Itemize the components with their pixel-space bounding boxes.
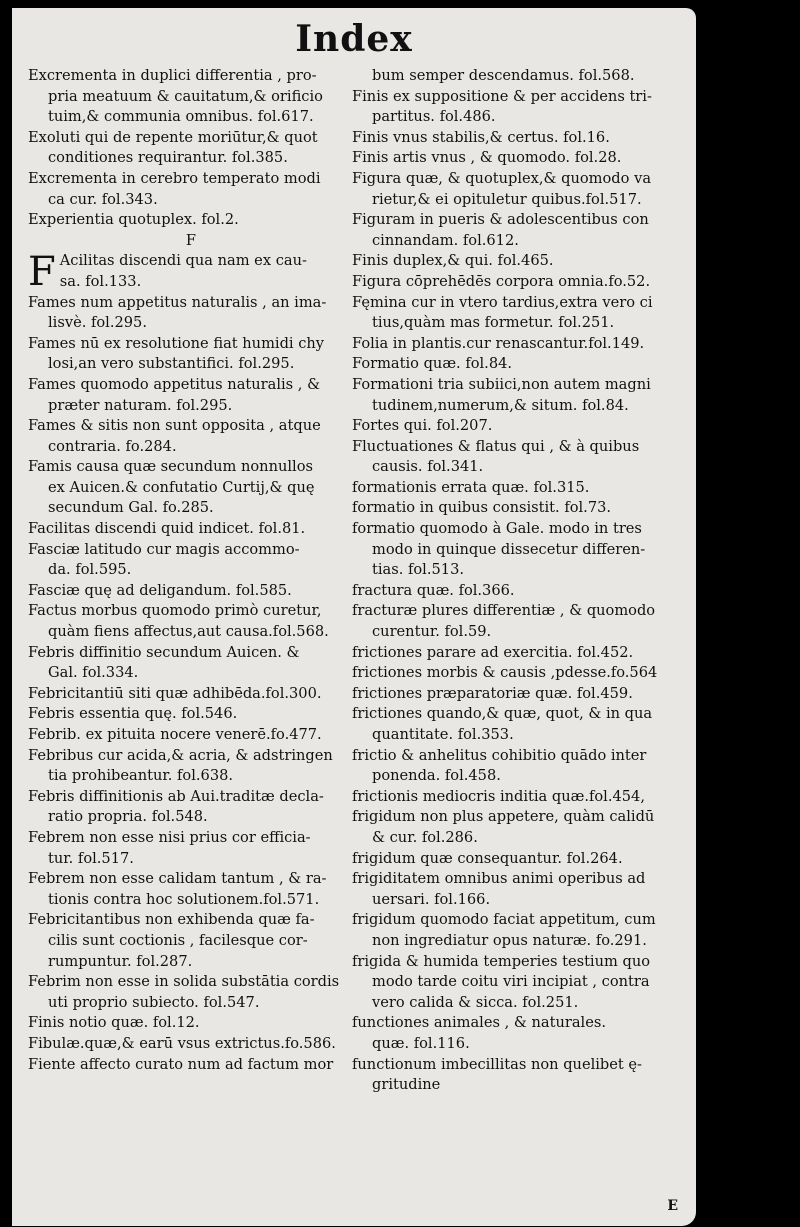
index-entry-line: quantitate. fol.353. (372, 726, 514, 743)
index-entry-line: uti proprio subiecto. fol.547. (48, 993, 260, 1011)
index-entry-line: uersari. fol.166. (372, 890, 491, 908)
index-entry-line: Febris essentia quę. fol.546. (28, 705, 238, 723)
index-entry-line: Experientia quotuplex. fol.2. (28, 211, 239, 229)
index-entry-line: Fluctuationes & flatus qui , & à quibus (352, 437, 640, 455)
index-entry-line: ex Auicen.& confutatio Curtij,& quę (48, 478, 315, 496)
index-entry-line: frictiones parare ad exercitia. fol.452. (352, 643, 634, 661)
index-entry-line: Fortes qui. fol.207. (352, 417, 493, 435)
index-entry-line: Fęmina cur in vtero tardius,extra vero ci (352, 293, 653, 311)
index-entry-line: gritudine (372, 1076, 441, 1094)
index-entry-line: Fasciæ quę ad deligandum. fol.585. (28, 581, 292, 599)
index-entry-line: Formationi tria subiici,non autem magni (352, 375, 651, 393)
index-entry-line: vero calida & sicca. fol.251. (372, 993, 579, 1011)
index-entry-line: frictiones morbis & causis ,pdesse.fo.564 (352, 664, 658, 682)
page-title: Index (295, 18, 413, 60)
index-entry-line: Figuram in pueris & adolescentibus con (352, 211, 649, 229)
index-entry-line: Finis notio quæ. fol.12. (28, 1014, 200, 1032)
index-entry-line: formatio quomodo à Gale. modo in tres (352, 520, 642, 538)
index-entry-line: Fames & sitis non sunt opposita , atque (28, 417, 321, 435)
index-entry-line: frictio & anhelitus cohibitio quādo inter (352, 746, 647, 764)
index-entry-line: causis. fol.341. (372, 458, 484, 476)
index-entry-line: cinnandam. fol.612. (372, 231, 519, 249)
right-column (352, 66, 688, 1096)
index-entry-line: frigidum non plus appetere, quàm calidū (352, 808, 655, 826)
index-entry-text: Acilitas discendi qua nam ex cau- (59, 252, 307, 270)
index-entry-line: tias. fol.513. (372, 561, 464, 579)
index-entry-line: rietur,& ei opituletur quibus.fol.517. (372, 190, 642, 208)
index-entry-line: fracturæ plures differentiæ , & quomodo (352, 602, 656, 620)
index-entry-line: Febribus cur acida,& acria, & adstringen (28, 746, 333, 764)
index-entry-line: frigidum quæ consequantur. fol.264. (352, 849, 623, 867)
index-entry-line: frictiones præparatoriæ quæ. fol.459. (352, 684, 633, 702)
index-entry-line: non ingrediatur opus naturæ. fo.291. (372, 931, 647, 949)
index-entry-line: modo in quinque dissecetur differen- (372, 540, 646, 558)
index-entry-line: ratio propria. fol.548. (48, 808, 208, 826)
index-entry-line: formationis errata quæ. fol.315. (352, 478, 590, 496)
index-entry-line: tia prohibeantur. fol.638. (48, 767, 234, 785)
index-entry-line: functiones animales , & naturales. (352, 1014, 606, 1032)
index-entry-line: conditiones requirantur. fol.385. (48, 149, 288, 167)
index-entry-line: Febrem non esse calidam tantum , & ra- (28, 870, 327, 888)
section-letter: F (185, 231, 197, 249)
index-entry-line: Famis causa quæ secundum nonnullos (28, 458, 313, 476)
index-entry-line: functionum imbecillitas non quelibet ę- (352, 1055, 642, 1073)
index-entry-line: rumpuntur. fol.287. (48, 952, 193, 970)
index-entry-line: Fames num appetitus naturalis , an ima- (28, 293, 327, 311)
index-entry-line: Febrem non esse nisi prius cor efficia- (28, 828, 311, 846)
index-entry-line: frictiones quando,& quæ, quot, & in qua (352, 705, 653, 723)
index-entry-line: tionis contra hoc solutionem.fol.571. (48, 890, 320, 908)
index-entry-line: Finis artis vnus , & quomodo. fol.28. (352, 149, 622, 167)
index-entry-line: curentur. fol.59. (372, 623, 492, 641)
index-entry-line: lisvè. fol.295. (48, 314, 147, 332)
index-entry-line: Gal. fol.334. (48, 664, 139, 682)
index-entry-line: quæ. fol.116. (372, 1034, 470, 1052)
index-entry-line: præter naturam. fol.295. (48, 396, 233, 414)
index-entry-line: frigida & humida temperies testium quo (352, 952, 651, 970)
index-entry-line: Formatio quæ. fol.84. (352, 355, 513, 373)
index-entry-line: Factus morbus quomodo primò curetur, (28, 602, 322, 620)
index-entry-line: Figura cōprehēdēs corpora omnia.fo.52. (352, 272, 651, 290)
index-entry-line: Figura quæ, & quotuplex,& quomodo va (352, 169, 652, 187)
index-entry-line: losi,an vero substantifici. fol.295. (48, 355, 295, 373)
index-entry-line: tudinem,numerum,& situm. fol.84. (372, 396, 629, 414)
index-entry-line: ca cur. fol.343. (48, 190, 158, 208)
index-entry-line: Febris diffinitio secundum Auicen. & (28, 643, 300, 661)
index-entry-line: Exoluti qui de repente moriūtur,& quot (28, 128, 318, 146)
index-entry-line: cilis sunt coctionis , facilesque cor- (48, 931, 308, 949)
index-entry-line: Fibulæ.quæ,& earū vsus extrictus.fo.586. (28, 1034, 336, 1052)
index-entry-line: ponenda. fol.458. (372, 767, 501, 785)
index-entry-line: secundum Gal. fo.285. (48, 499, 214, 517)
index-entry-line: Febrib. ex pituita nocere venerē.fo.477. (28, 726, 322, 743)
index-entry-line: Folia in plantis.cur renascantur.fol.149. (352, 334, 645, 352)
book-page (12, 8, 696, 1226)
index-entry-line: quàm fiens affectus,aut causa.fol.568. (48, 623, 329, 641)
index-entry-line: contraria. fo.284. (48, 437, 177, 455)
index-entry-line: pria meatuum & cauitatum,& orificio (48, 87, 323, 105)
index-entry-line: Finis vnus stabilis,& certus. fol.16. (352, 128, 610, 146)
index-entry-line: tur. fol.517. (48, 849, 134, 867)
left-column (28, 66, 354, 1075)
drop-cap: F (28, 249, 56, 296)
index-entry-line: frictionis mediocris inditia quæ.fol.454, (352, 787, 645, 805)
index-entry-line: & cur. fol.286. (372, 828, 478, 846)
index-entry-line: Finis ex suppositione & per accidens tri- (352, 87, 652, 105)
index-entry-line: Febrim non esse in solida substātia cordis (28, 973, 340, 991)
index-entry-line: frigidum quomodo faciat appetitum, cum (352, 911, 656, 929)
index-entry-line: Finis duplex,& qui. fol.465. (352, 252, 554, 270)
index-entry-line: partitus. fol.486. (372, 108, 496, 126)
index-entry-line: Fiente affecto curato num ad factum mor (28, 1055, 334, 1073)
index-entry-line: sa. fol.133. (59, 272, 142, 290)
index-entry-line: Febricitantibus non exhibenda quæ fa- (28, 911, 315, 929)
index-entry-line: fractura quæ. fol.366. (352, 581, 515, 599)
index-entry-line: Excrementa in duplici differentia , pro- (28, 67, 317, 84)
index-entry-line: da. fol.595. (48, 561, 132, 579)
index-entry-line: Fames nū ex resolutione fiat humidi chy (28, 334, 325, 352)
index-entry-line: Febris diffinitionis ab Aui.traditæ decla- (28, 787, 324, 805)
index-entry-line: Febricitantiū siti quæ adhibēda.fol.300. (28, 684, 322, 702)
index-entry-line: bum semper descendamus. fol.568. (372, 67, 635, 84)
index-entry-line: formatio in quibus consistit. fol.73. (352, 499, 612, 517)
index-entry-line: Fasciæ latitudo cur magis accommo- (28, 540, 300, 558)
index-entry-line: Excrementa in cerebro temperato modi (28, 169, 321, 187)
index-entry-line: Fames quomodo appetitus naturalis , & (28, 375, 321, 393)
index-entry-line: frigiditatem omnibus animi operibus ad (352, 870, 646, 888)
index-entry-line: modo tarde coitu viri incipiat , contra (372, 973, 650, 991)
index-entry-line: tuim,& communia omnibus. fol.617. (48, 108, 314, 126)
index-entry-line: Facilitas discendi quid indicet. fol.81. (28, 520, 306, 538)
signature-mark: E (667, 1198, 678, 1214)
index-entry-line: tius,quàm mas formetur. fol.251. (372, 314, 615, 332)
